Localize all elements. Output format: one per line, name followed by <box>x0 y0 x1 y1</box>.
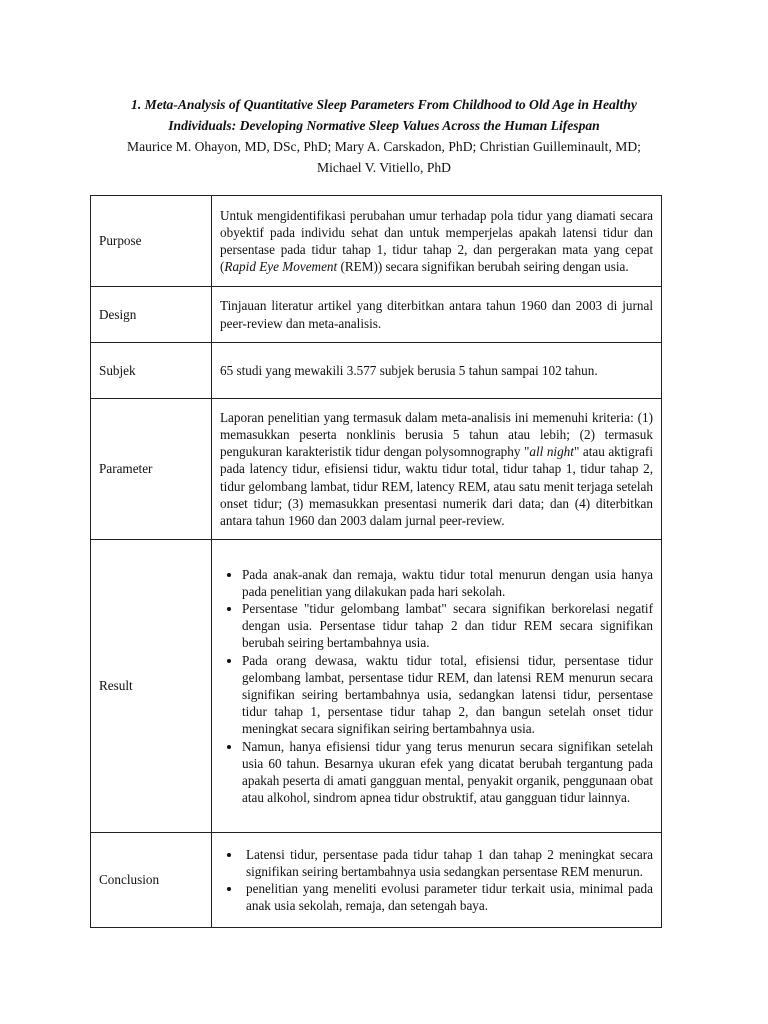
row-label-subjek: Subjek <box>91 343 212 399</box>
conclusion-list <box>220 846 653 915</box>
parameter-text-a: Laporan penelitian yang termasuk dalam meta-analisis ini memenuhi kriteria: (1) memasukkan peserta nonklinis berusia 5 tahun atau lebih; (2) termasuk pengukuran karakteristik tidur dengan polysomnography " <box>220 409 653 460</box>
authors-line-1: Maurice M. Ohayon, MD, DSc, PhD; Mary A. Carskadon, PhD; Christian Guilleminault, MD; <box>127 139 641 154</box>
row-content-parameter <box>212 399 662 540</box>
article-title <box>80 94 688 136</box>
table-row-parameter <box>91 399 662 540</box>
purpose-text-a: Untuk mengidentifikasi perubahan umur terhadap pola tidur yang diamati secara obyektif pada individu sehat dan untuk memperjelas apakah latensi tidur dan persentase pada tidur tahap 1, tidur tahap 2, dan pergerakan mata yang cepat ( <box>220 207 653 275</box>
summary-table <box>90 195 662 928</box>
table-row-result <box>91 540 662 833</box>
list-item: • Persentase "tidur gelombang lambat" secara signifikan berkorelasi negatif dengan usia. Persentase tidur tahap 2 dan tidur REM secara signifikan berubah seiring bertambahnya usia. <box>242 600 653 652</box>
table-row-conclusion <box>91 833 662 928</box>
row-label-result: Result <box>91 540 212 833</box>
row-content-subjek <box>212 343 662 399</box>
purpose-text <box>220 207 653 276</box>
row-content-purpose <box>212 196 662 287</box>
list-item: • Namun, hanya efisiensi tidur yang terus menurun secara signifikan setelah usia 60 tahun. Besarnya ukuran efek yang dicatat berubah tergantung pada apakah peserta di amati gangguan mental, penyakit organik, penggunaan obat atau alkohol, sindrom apnea tidur obstruktif, atau gangguan tidur lainnya. <box>242 738 653 807</box>
table-row-subjek <box>91 343 662 399</box>
purpose-text-italic: Rapid Eye Movement <box>224 259 338 275</box>
row-label-design: Design <box>91 287 212 343</box>
authors-line-2: Michael V. Vitiello, PhD <box>317 160 451 175</box>
row-content-conclusion <box>212 833 662 928</box>
article-authors <box>80 136 688 178</box>
table-row-purpose <box>91 196 662 287</box>
list-item: • Pada orang dewasa, waktu tidur total, efisiensi tidur, persentase tidur gelombang lambat, persentase tidur REM, dan latensi REM menurun secara signifikan seiring bertambahnya usia, sedangkan latensi tidur, persentase tidur tahap 1, persentase tidur tahap 2, dan bangun setelah onset tidur meningkat secara signifikan seiring bertambahnya usia. <box>242 652 653 738</box>
subjek-text: 65 studi yang mewakili 3.577 subjek berusia 5 tahun sampai 102 tahun. <box>220 362 598 378</box>
parameter-text-b: " atau aktigrafi pada latency tidur, efisiensi tidur, waktu tidur total, tidur tahap 1, tidur tahap 2, tidur gelombang lambat, tidur REM, latency REM, atau satu menit terjaga setelah onset tidur; (3) memasukkan presentasi numerik dari data; dan (4) diterbitkan antara tahun 1960 dan 2003 dalam jurnal peer-review. <box>220 444 653 528</box>
document-header <box>80 94 688 178</box>
row-content-design <box>212 287 662 343</box>
table-row-design <box>91 287 662 343</box>
row-label-conclusion: Conclusion <box>91 833 212 928</box>
row-content-result <box>212 540 662 833</box>
row-label-purpose: Purpose <box>91 196 212 287</box>
list-item: • Latensi tidur, persentase pada tidur tahap 1 dan tahap 2 meningkat secara signifikan seiring bertambahnya usia sedangkan persentase REM menurun. <box>242 846 653 880</box>
parameter-text-italic: all night <box>529 444 574 460</box>
parameter-text <box>220 409 653 529</box>
purpose-text-b: (REM)) secara signifikan berubah seiring dengan usia. <box>337 259 629 275</box>
list-item: • Pada anak-anak dan remaja, waktu tidur total menurun dengan usia hanya pada penelitian yang dilakukan pada hari sekolah. <box>242 566 653 600</box>
title-line-2: Individuals: Developing Normative Sleep Values Across the Human Lifespan <box>168 118 600 133</box>
design-text: Tinjauan literatur artikel yang diterbitkan antara tahun 1960 dan 2003 di jurnal peer-review dan meta-analisis. <box>220 298 653 331</box>
list-item: • penelitian yang meneliti evolusi parameter tidur terkait usia, minimal pada anak usia sekolah, remaja, dan setengah baya. <box>242 880 653 914</box>
result-list <box>220 566 653 807</box>
title-line-1: 1. Meta-Analysis of Quantitative Sleep Parameters From Childhood to Old Age in Healthy <box>131 97 637 112</box>
row-label-parameter: Parameter <box>91 399 212 540</box>
